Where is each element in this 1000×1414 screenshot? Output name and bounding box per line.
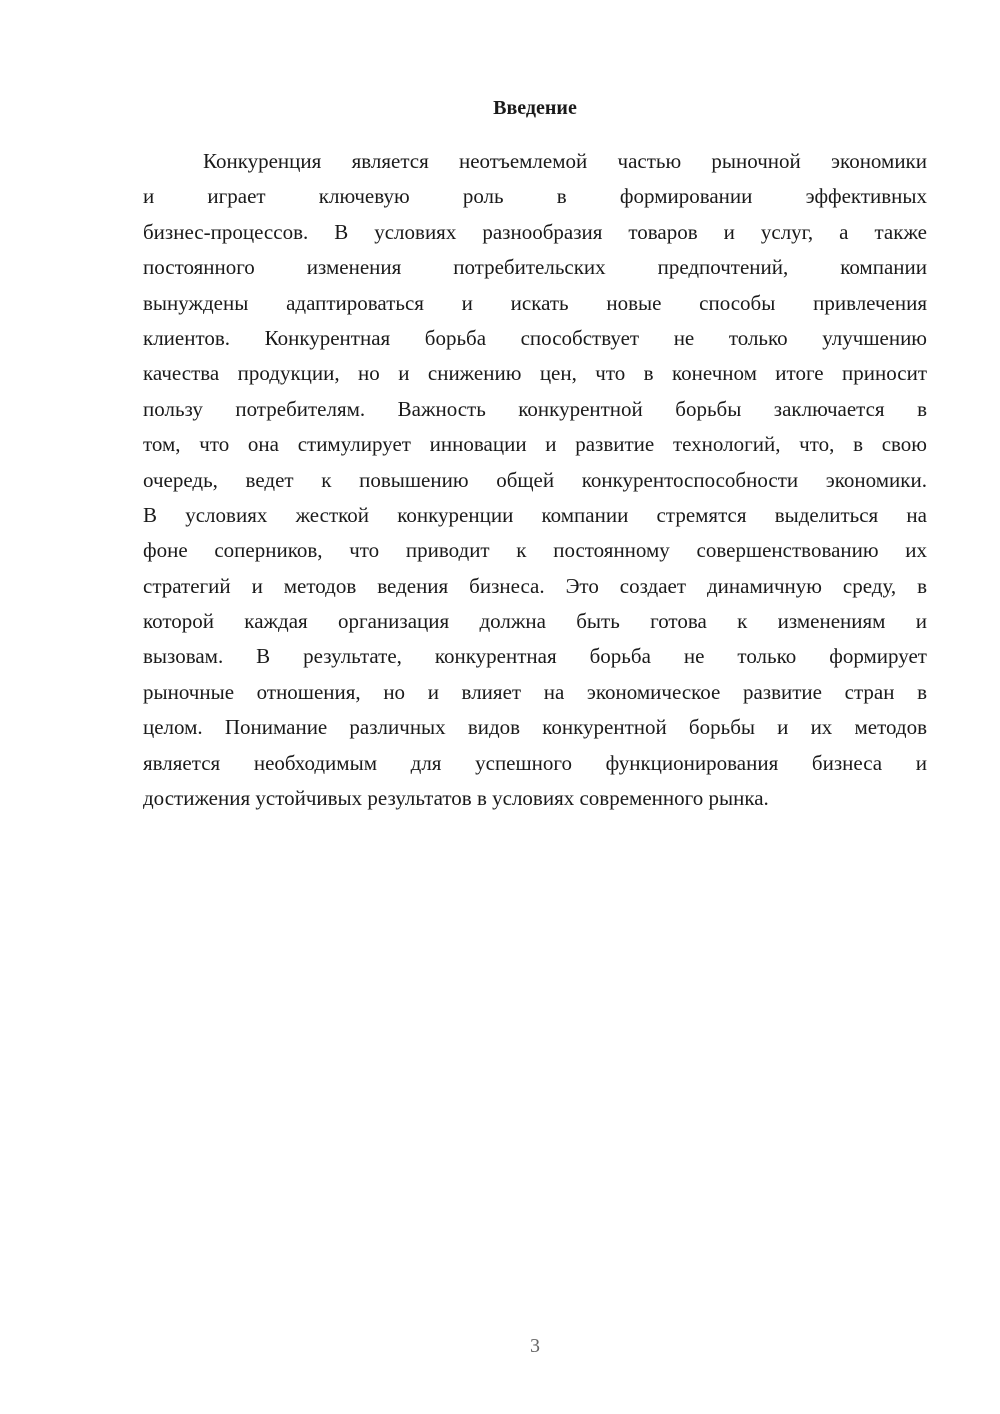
text-line: постоянного изменения потребительских предпочтений, компании — [143, 255, 927, 280]
section-title: Введение — [493, 97, 577, 119]
text-line: вынуждены адаптироваться и искать новые способы привлечения — [143, 290, 927, 315]
text-line: и играет ключевую роль в формировании эффективных — [143, 184, 927, 209]
text-line: очередь, ведет к повышению общей конкурентоспособности экономики. — [143, 467, 927, 492]
text-line: стратегий и методов ведения бизнеса. Это создает динамичную среду, в — [143, 573, 927, 598]
page-number: 3 — [530, 1335, 540, 1357]
text-line: том, что она стимулирует инновации и развитие технологий, что, в свою — [143, 432, 927, 457]
text-line: Конкуренция является неотъемлемой частью рыночной экономики — [203, 149, 927, 173]
text-line: бизнес-процессов. В условиях разнообразия товаров и услуг, а также — [143, 219, 927, 244]
text-line: рыночные отношения, но и влияет на экономическое развитие стран в — [143, 679, 927, 704]
text-line: является необходимым для успешного функционирования бизнеса и — [143, 750, 927, 775]
text-line: фоне соперников, что приводит к постоянному совершенствованию их — [143, 538, 927, 563]
text-line: качества продукции, но и снижению цен, что в конечном итоге приносит — [143, 361, 927, 386]
text-line: целом. Понимание различных видов конкурентной борьбы и их методов — [143, 715, 927, 740]
text-line: В условиях жесткой конкуренции компании стремятся выделиться на — [143, 502, 927, 527]
text-line: достижения устойчивых результатов в условиях современного рынка. — [143, 786, 769, 811]
text-line: пользу потребителям. Важность конкурентной борьбы заключается в — [143, 396, 927, 421]
text-line: клиентов. Конкурентная борьба способствует не только улучшению — [143, 325, 927, 350]
text-line: которой каждая организация должна быть готова к изменениям и — [143, 609, 927, 634]
body-paragraph — [143, 144, 927, 816]
text-line: вызовам. В результате, конкурентная борьба не только формирует — [143, 644, 927, 669]
